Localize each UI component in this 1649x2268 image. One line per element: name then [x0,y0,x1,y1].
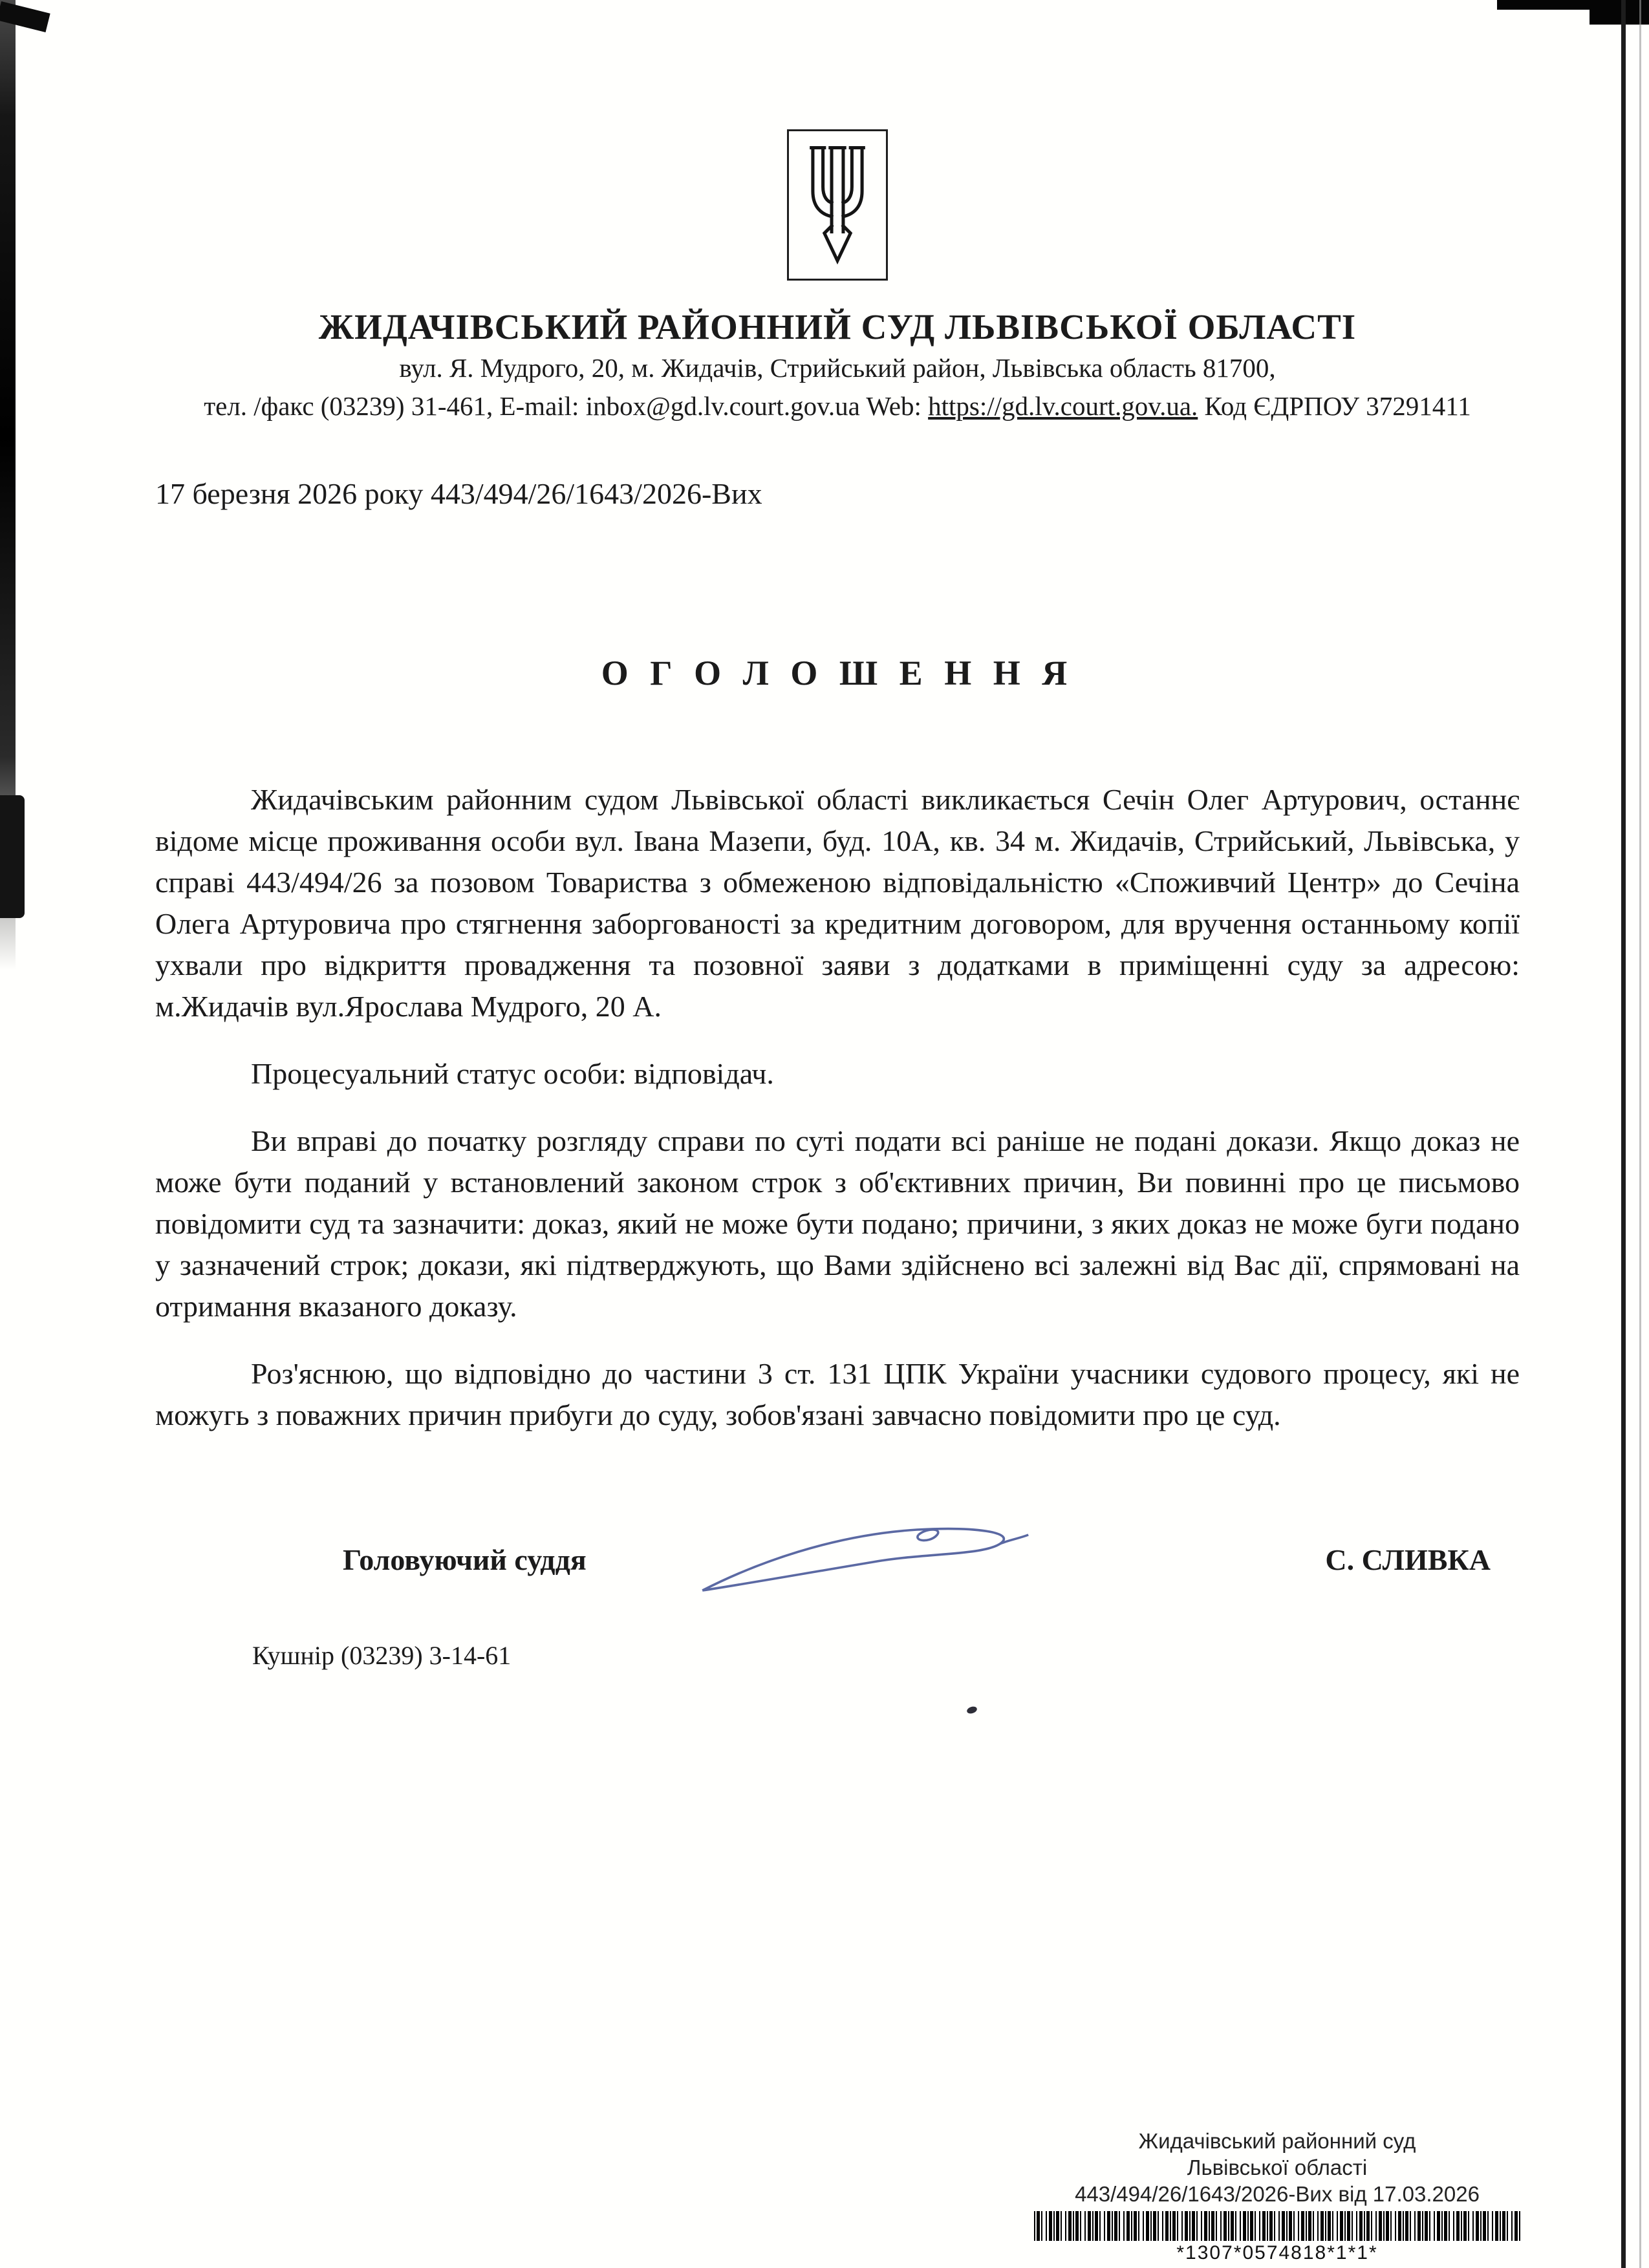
scan-artifact-right-faint [1639,0,1641,2268]
court-edrpou: Код ЄДРПОУ 37291411 [1198,391,1471,421]
scan-artifact-left-edge [0,0,16,970]
document-body [155,779,1520,1436]
barcode-text: *1307*0574818*1*1* [1176,2242,1378,2263]
document-title: О Г О Л О Ш Е Н Н Я [601,654,1074,692]
ukraine-trident-emblem-icon [787,129,888,281]
body-paragraph: Жидачівським районним судом Львівської області викликається Сечін Олег Артурович, останнє відоме місце проживання особи вул. Івана Мазепи, буд. 10А, кв. 34 м. Жидачів, Стрийський, Львівська, у справі 443/494/26 за позовом Товариства з обмеженою відповідальністю «Споживчий Центр» до Сечіна Олега Артуровича про стягнення заборгованості за кредитним договором, для вручення останньому копії ухвали про відкриття провадження та позовної заяви з додатками в приміщенні суду за адресою: м.Жидачів вул.Ярослава Мудрого, 20 А. [155,783,1520,1023]
scan-artifact-right-edge [1621,0,1626,2268]
body-paragraph: Процесуальний статус особи: відповідач. [251,1057,774,1090]
court-address-line2 [155,389,1520,423]
stamp-court-line2: Львівської області [1187,2156,1368,2179]
signature-row [155,1543,1520,1577]
court-address-line1: вул. Я. Мудрого, 20, м. Жидачів, Стрийський район, Львівська область 81700, [399,353,1276,383]
court-website-link: https://gd.lv.court.gov.ua. [928,391,1198,421]
document-content [155,0,1520,1671]
body-paragraph: Ви вправі до початку розгляду справи по суті подати всі раніше не подані докази. Якщо доказ не може бути поданий у встановлений законом строк з об'єктивних причин, Ви повинні про це письмово повідомити суд та зазначити: доказ, який не може бути подано; причини, з яких доказ не може буги подано у зазначений строк; докази, які підтверджують, що Вами здійснено всі залежні від Вас дії, спрямовані на отримання вказаного доказу. [155,1124,1520,1323]
scan-artifact-left-nub [0,795,25,918]
body-paragraph: Роз'яснюю, що відповідно до частини 3 ст. 131 ЦПК України учасники судового процесу, які не можугь з поважних причин прибуги до суду, зобов'язані завчасно повідомити про це суд. [155,1357,1520,1431]
scan-artifact-top-right [1497,0,1649,10]
scan-artifact-top-right-2 [1590,0,1649,25]
judge-handwritten-signature [691,1509,1040,1612]
scan-artifact-ink-dot [966,1706,978,1715]
stamp-court-line1: Жидачівський районний суд [1138,2129,1416,2153]
court-contacts: тел. /факс (03239) 31-461, E-mail: inbox@gd.lv.court.gov.ua Web: [204,391,929,421]
scan-artifact-top-left [0,1,50,32]
barcode [1034,2211,1520,2241]
signer-role: Головуючий суддя [343,1543,587,1576]
court-name: ЖИДАЧІВСЬКИЙ РАЙОННИЙ СУД ЛЬВІВСЬКОЇ ОБЛАСТІ [318,307,1357,347]
date-and-ref-number: 17 березня 2026 року 443/494/26/1643/2026-Вих [155,477,762,510]
stamp-ref-line: 443/494/26/1643/2026-Вих від 17.03.2026 [1075,2182,1480,2206]
signer-name: С. СЛИВКА [1325,1543,1491,1576]
clerk-contact-line: Кушнір (03239) 3-14-61 [252,1641,512,1670]
registration-stamp [1028,2128,1526,2264]
